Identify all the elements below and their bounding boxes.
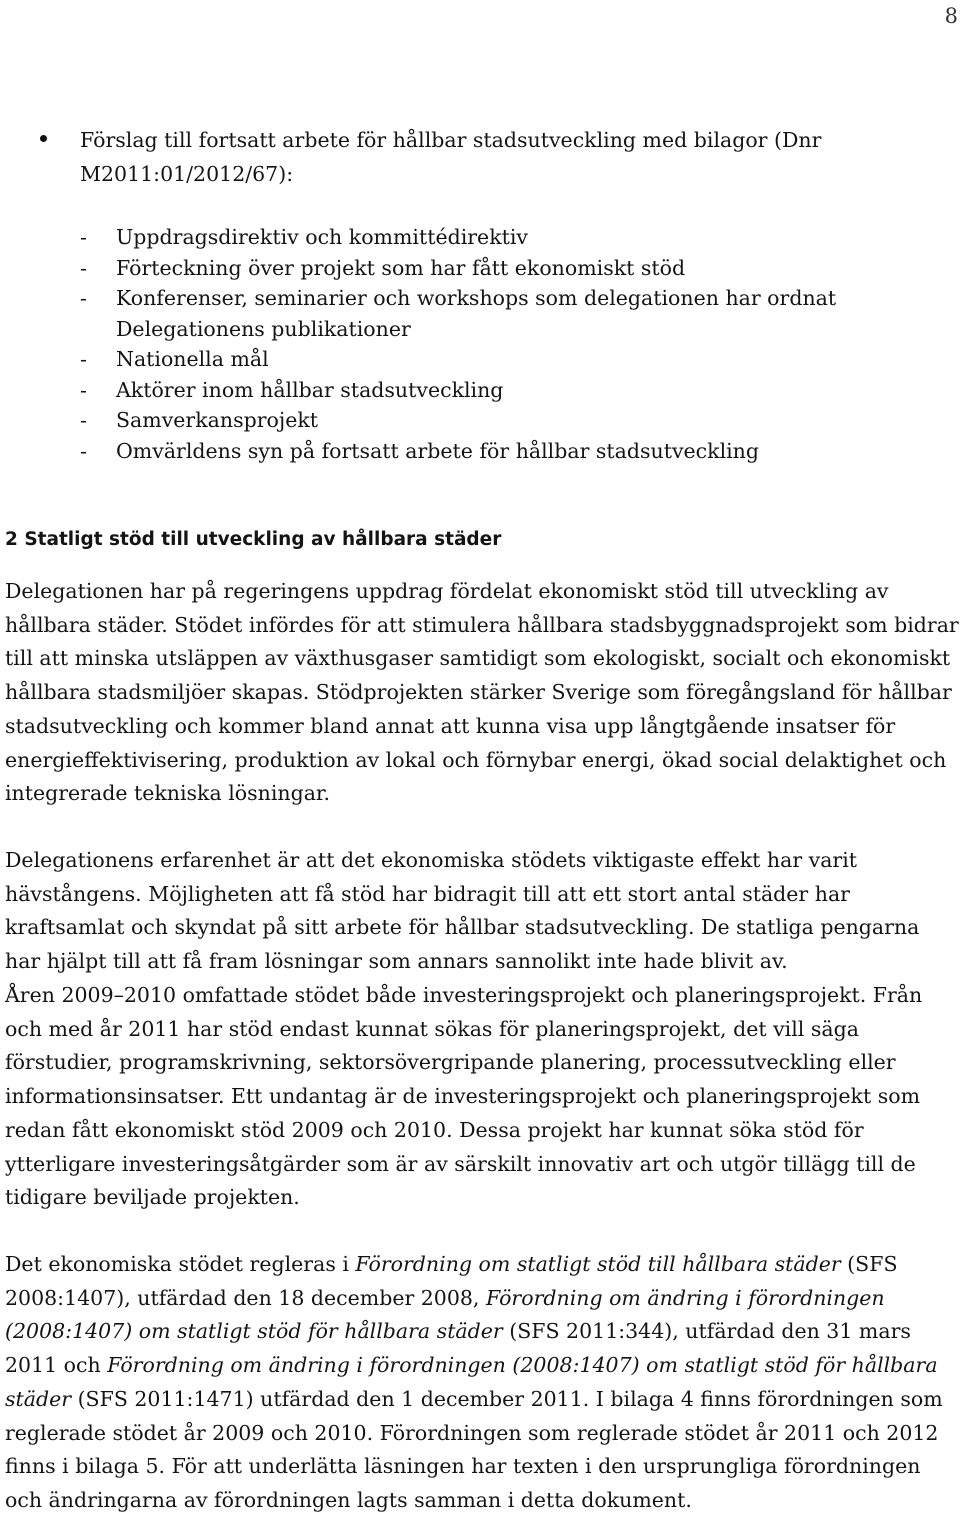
list-item-text: Uppdragsdirektiv och kommittédirektiv	[116, 225, 528, 249]
list-item	[80, 344, 836, 375]
dash-marker: -	[80, 408, 87, 432]
list-item	[80, 222, 836, 253]
regulation-title-1: Förordning om statligt stöd till hållbara städer	[355, 1252, 841, 1276]
list-item	[80, 314, 836, 345]
list-item	[80, 405, 836, 436]
dash-marker: -	[80, 255, 87, 280]
bullet-icon	[40, 135, 47, 142]
paragraph-3-text-2: (SFS 2008:1407), utfärdad den 18 december 2008,	[5, 1252, 898, 1310]
list-item	[80, 253, 836, 284]
paragraph-1: Delegationen har på regeringens uppdrag fördelat ekonomiskt stöd till utveckling av hållbara städer. Stödet infördes för att stimulera hållbara stadsbyggnadsprojekt som bidrar till att minska utsläppen av växthusgaser samtidigt som ekologiskt, socialt och ekonomiskt hållbara stadsmiljöer skapas. Stödprojekten stärker Sverige som föregångsland för hållbar stadsutveckling och kommer bland annat att kunna visa upp långtgående insatser för energieffektivisering, produktion av lokal och förnybar energi, ökad social delaktighet och integrerade tekniska lösningar.	[5, 579, 959, 806]
dash-marker: -	[80, 286, 87, 310]
list-item-text: Förteckning över projekt som har fått ekonomiskt stöd	[116, 255, 686, 280]
section-heading: 2 Statligt stöd till utveckling av hållbara städer	[5, 529, 502, 550]
attachment-list	[80, 222, 836, 466]
paragraph-3-text-4: (SFS 2011:1471) utfärdad den 1 december 2011. I bilaga 4 finns förordningen som reglerade stödet år 2009 och 2010. Förordningen som reglerade stödet år 2011 och 2012 finns i bilaga 5. För att underlätta läsningen har texten i den ursprungliga förordningen och ändringarna av förordningen lagts samman i detta dokument.	[5, 1386, 943, 1512]
dash-marker: -	[80, 225, 87, 249]
list-item-text: Aktörer inom hållbar stadsutveckling	[116, 377, 504, 402]
paragraph-3	[5, 1248, 960, 1518]
page-number: 8	[944, 4, 958, 28]
paragraph-3-text-3: (SFS 2011:344), utfärdad den 31 mars 2011 och	[5, 1319, 911, 1378]
list-item-text: Nationella mål	[116, 347, 269, 371]
paragraph-2b: Åren 2009–2010 omfattade stödet både investeringsprojekt och planeringsprojekt. Från och med år 2011 har stöd endast kunnat sökas för planeringsprojekt, det vill säga förstudier, programskrivning, sektorsövergripande planering, processutveckling eller informationsinsatser. Ett undantag är de investeringsprojekt och planeringsprojekt som redan fått ekonomiskt stöd 2009 och 2010. Dessa projekt har kunnat söka stöd för ytterligare investeringsåtgärder som är av särskilt innovativ art och utgör tillägg till de tidigare beviljade projekten.	[5, 983, 923, 1210]
paragraph-3-text-1: Det ekonomiska stödet regleras i	[5, 1252, 356, 1276]
paragraph-2a: Delegationens erfarenhet är att det ekonomiska stödets viktigaste effekt har varit hävstångens. Möjligheten att få stöd har bidragit till att ett stort antal städer har kraftsamlat och skyndat på sitt arbete för hållbar stadsutveckling. De statliga pengarna har hjälpt till att få fram lösningar som annars sannolikt inte hade blivit av.	[5, 848, 920, 974]
bullet-text: Förslag till fortsatt arbete för hållbar stadsutveckling med bilagor (Dnr M2011:01/2012/67):	[80, 128, 822, 186]
regulation-title-2: Förordning om ändring i förordningen (2008:1407) om statligt stöd för hållbara städer	[5, 1285, 885, 1344]
list-item	[80, 436, 836, 467]
regulation-title-3: Förordning om ändring i förordningen (2008:1407) om statligt stöd för hållbara städer	[5, 1353, 938, 1411]
dash-marker: -	[80, 347, 87, 371]
list-item-text: Konferenser, seminarier och workshops som delegationen har ordnat	[116, 286, 837, 310]
list-item	[80, 283, 836, 314]
list-item	[80, 375, 836, 406]
dash-marker: -	[80, 438, 87, 463]
list-item-text: Omvärldens syn på fortsatt arbete för hållbar stadsutveckling	[116, 438, 760, 463]
dash-marker: -	[80, 377, 87, 402]
list-item-text: Samverkansprojekt	[116, 408, 318, 432]
list-item-text: Delegationens publikationer	[116, 316, 411, 341]
